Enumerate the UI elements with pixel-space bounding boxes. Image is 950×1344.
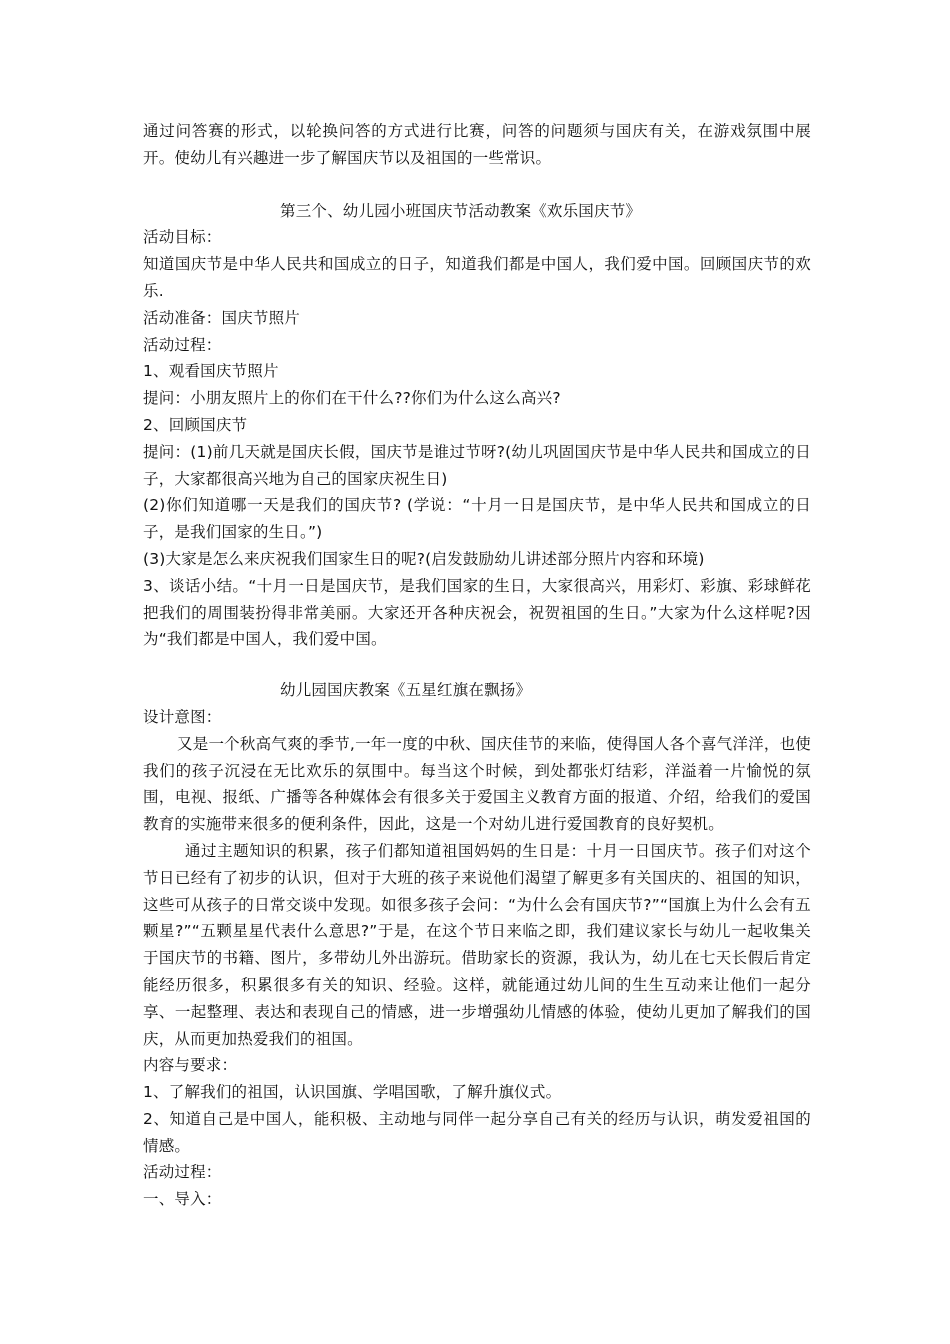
section-3-question-4: (3)大家是怎么来庆祝我们国家生日的呢?(启发鼓励幼儿讲述部分照片内容和环境) [143,549,705,568]
section-4-process-label: 活动过程： [143,1163,222,1182]
section-3-step-3: 3、谈话小结。“十月一日是国庆节，是我们国家的生日，大家很高兴，用彩灯、彩旗、彩球鲜花把我们的周围装扮得非常美丽。大家还开各种庆祝会，祝贺祖国的生日。”大家为什么这样呢?因为“我们都是中国人，我们爱中国。 [143,576,811,649]
section-4-paragraph-1: 又是一个秋高气爽的季节,一年一度的中秋、国庆佳节的来临，使得国人各个喜气洋洋，也使我们的孩子沉浸在无比欢乐的氛围中。每当这个时候，到处都张灯结彩，洋溢着一片愉悦的氛围，电视、报纸、广播等各种媒体会有很多关于爱国主义教育方面的报道、介绍，给我们的爱国教育的实施带来很多的便利条件，因此，这是一个对幼儿进行爱国教育的良好契机。 [143,734,811,834]
section-4-paragraph-2: 通过主题知识的积累，孩子们都知道祖国妈妈的生日是：十月一日国庆节。孩子们对这个节日已经有了初步的认识，但对于大班的孩子来说他们渴望了解更多有关国庆的、祖国的知识，这些可从孩子的日常交谈中发现。如很多孩子会问：“为什么会有国庆节?”“国旗上为什么会有五颗星?”“五颗星星代表什么意思?”于是，在这个节日来临之即，我们建议家长与幼儿一起收集关于国庆节的书籍、图片，多带幼儿外出游玩。借助家长的资源，我认为，幼儿在七天长假后肯定能经历很多，积累很多有关的知识、经验。这样，就能通过幼儿间的生生互动来让他们一起分享、一起整理、表达和表现自己的情感，进一步增强幼儿情感的体验，使幼儿更加了解我们的国庆，从而更加热爱我们的祖国。 [143,841,811,1048]
section-4-intro-step: 一、导入： [143,1190,222,1209]
section-3-question-3: (2)你们知道哪一天是我们的国庆节? (学说：“十月一日是国庆节，是中华人民共和国成立的日子，是我们国家的生日。”) [143,496,811,542]
section-3-process-label: 活动过程： [143,335,222,354]
section-4-design-label: 设计意图： [143,707,222,726]
section-4-requirements-label: 内容与要求： [143,1056,238,1075]
section-4-requirement-1: 1、了解我们的祖国，认识国旗、学唱国歌，了解升旗仪式。 [143,1083,562,1102]
section-3-preparation: 活动准备：国庆节照片 [143,308,301,327]
document-body [143,118,811,1213]
section-3-step-2: 2、回顾国庆节 [143,415,248,434]
section-4-requirement-2: 2、知道自己是中国人，能积极、主动地与同伴一起分享自己有关的经历与认识，萌发爱祖国的情感。 [143,1109,811,1155]
section-3-step-1: 1、观看国庆节照片 [143,362,279,381]
section-3-question-2: 提问：(1)前几天就是国庆长假，国庆节是谁过节呀?(幼儿巩固国庆节是中华人民共和国成立的日子，大家都很高兴地为自己的国家庆祝生日) [143,442,811,488]
section-4-title: 幼儿园国庆教案《五星红旗在飘扬》 [280,681,532,700]
section-3-title: 第三个、幼儿园小班国庆节活动教案《欢乐国庆节》 [280,201,642,220]
section-3-question-1: 提问：小朋友照片上的你们在干什么??你们为什么这么高兴? [143,389,561,408]
section-3-goal-text: 知道国庆节是中华人民共和国成立的日子，知道我们都是中国人，我们爱中国。回顾国庆节的欢乐. [143,255,811,300]
section-3-goal-label: 活动目标： [143,228,222,247]
intro-paragraph: 通过问答赛的形式，以轮换问答的方式进行比赛，问答的问题须与国庆有关，在游戏氛围中展开。使幼儿有兴趣进一步了解国庆节以及祖国的一些常识。 [143,122,811,167]
